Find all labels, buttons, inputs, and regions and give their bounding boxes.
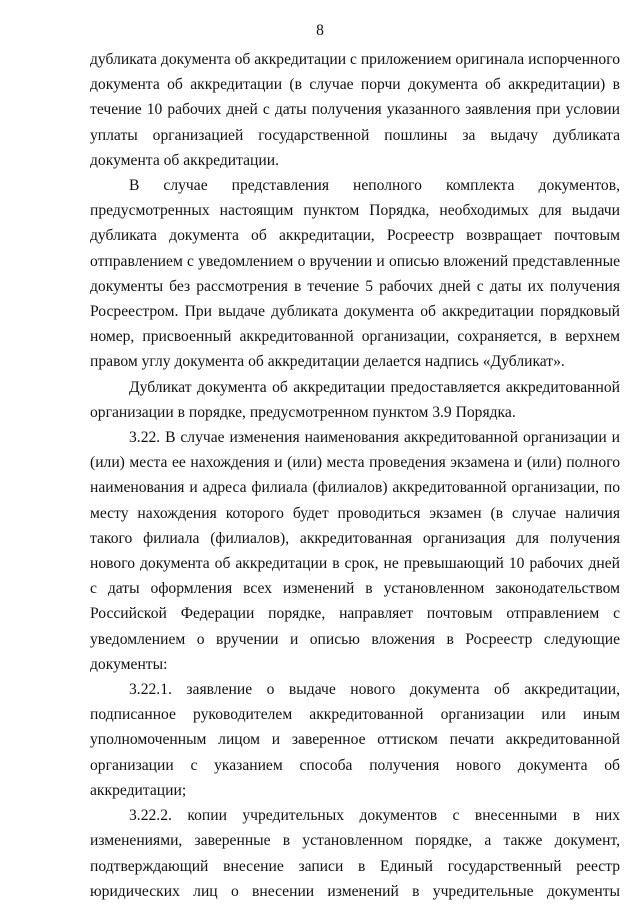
paragraph-3-22: 3.22. В случае изменения наименования аккредитованной организации и (или) места ее нахождения и (или) места проведения экзамена и (или) полного наименования и адреса филиала (филиалов) аккредитованной организации, по месту нахождения которого будет проводиться экзамен (в случае наличия такого филиала (филиалов), аккредитованная организация для получения нового документа об аккредитации в срок, не превышающий 10 рабочих дней с даты оформления всех изменений в установленном законодательством Российской Федерации порядке, направляет почтовым отправлением с уведомлением о вручении и описью вложения в Росреестр следующие документы: bbox=[90, 429, 620, 673]
paragraph-incomplete-documents: В случае представления неполного комплекта документов, предусмотренных настоящим пунктом Порядка, необходимых для выдачи дубликата документа об аккредитации, Росреестр возвращает почтовым отправлением с уведомлением о вручении и описью вложений представленные документы без рассмотрения в течение 5 рабочих дней с даты их получения Росреестром. При выдаче дубликата документа об аккредитации порядковый номер, присвоенный аккредитованной организации, сохраняется, в верхнем правом углу документа об аккредитации делается надпись «Дубликат». bbox=[90, 177, 620, 371]
page-number: 8 bbox=[316, 22, 324, 39]
paragraph-3-22-1: 3.22.1. заявление о выдаче нового документа об аккредитации, подписанное руководителем аккредитованной организации или иным уполномоченным лицом и заверенное оттиском печати аккредитованной организации с указанием способа получения нового документа об аккредитации; bbox=[90, 681, 620, 799]
paragraph-3-22-2: 3.22.2. копии учредительных документов с внесенными в них изменениями, заверенные в установленном порядке, а также документ, подтверждающий внесение записи в Единый государственный реестр юридических лиц о внесении изменений в учредительные документы bbox=[90, 807, 620, 900]
paragraph-duplicate-provision: Дубликат документа об аккредитации предоставляется аккредитованной организации в порядке, предусмотренном пунктом 3.9 Порядка. bbox=[90, 378, 620, 421]
document-body bbox=[90, 47, 620, 904]
paragraph-duplicate-terms: дубликата документа об аккредитации с приложением оригинала испорченного документа об аккредитации (в случае порчи документа об аккредитации) в течение 10 рабочих дней с даты получения указанного заявления при условии уплаты организацией государственной пошлины за выдачу дубликата документа об аккредитации. bbox=[90, 51, 620, 169]
